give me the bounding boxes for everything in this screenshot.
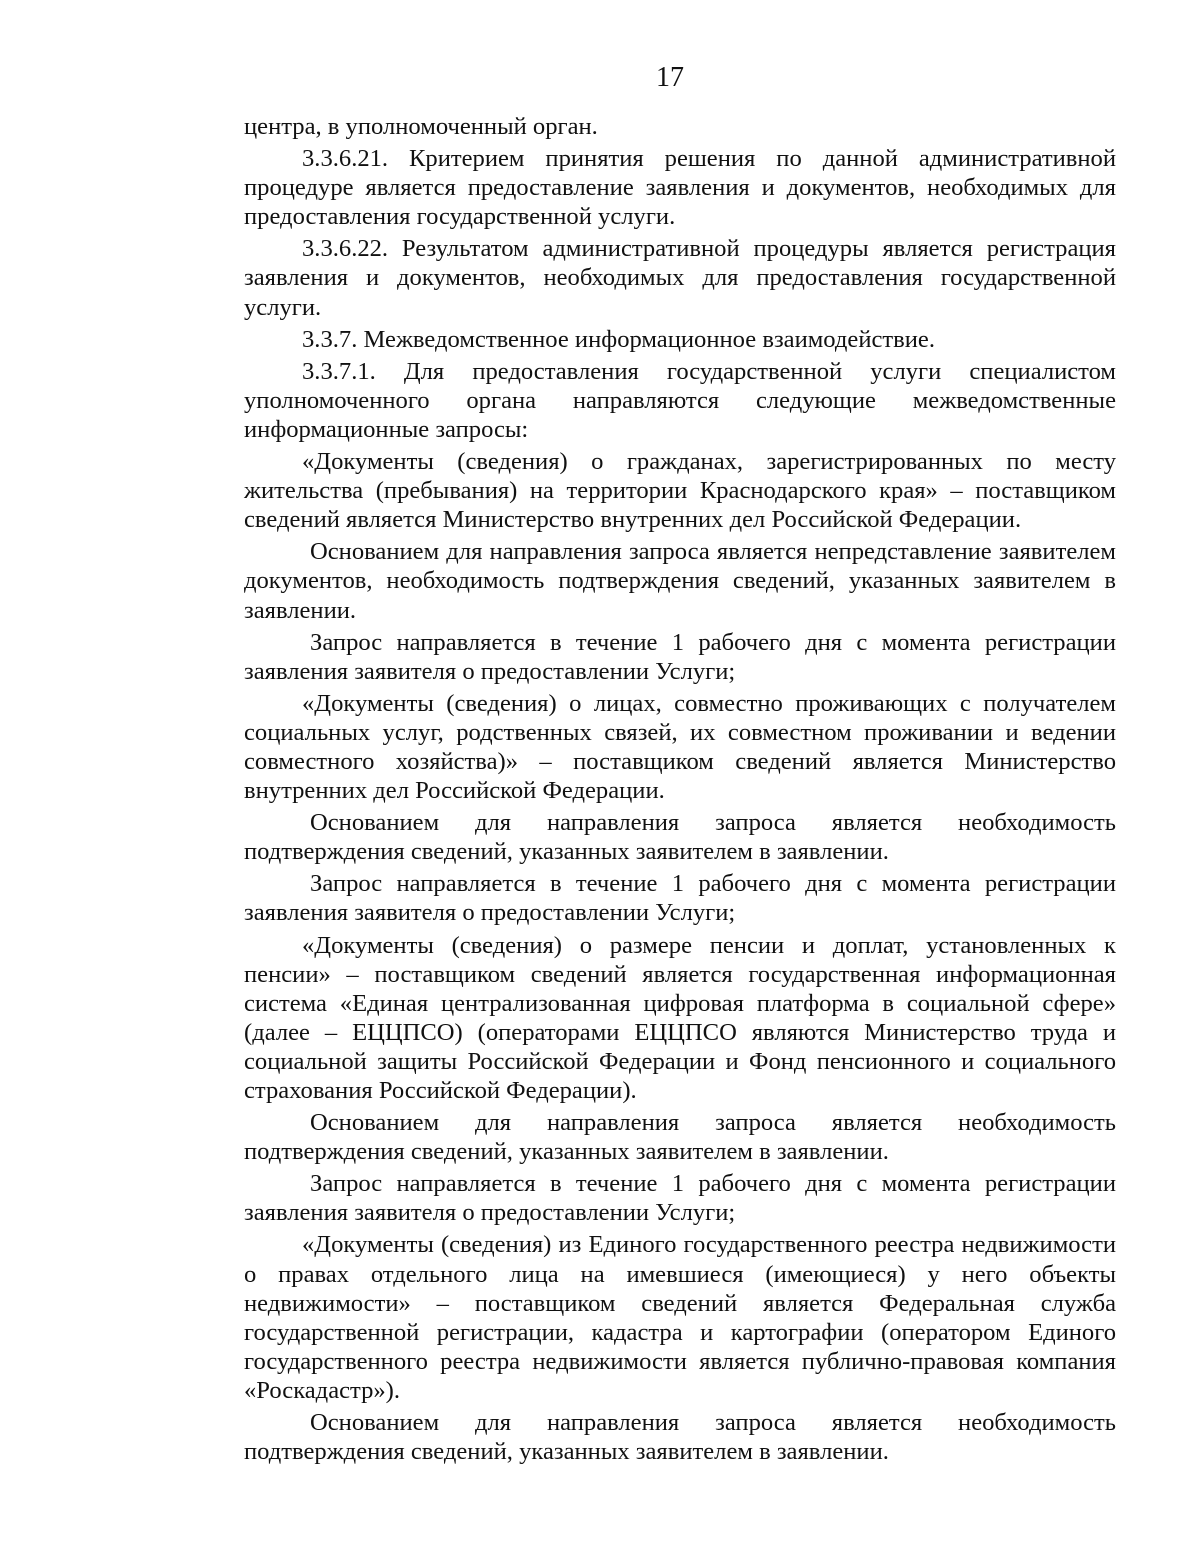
page-number: 17 [656,62,684,93]
paragraph-basis-3: Основанием для направления запроса является необходимость подтверждения сведений, указанных заявителем в заявлении. [244,1109,1116,1166]
document-body [244,112,1116,1469]
paragraph-3-3-7: 3.3.7. Межведомственное информационное взаимодействие. [302,325,935,353]
paragraph-query-pension: «Документы (сведения) о размере пенсии и доплат, установленных к пенсии» – поставщиком сведений является государственная информационная система «Единая централизованная цифровая платформа в социальной сфере» (далее – ЕЦЦПСО) (операторами ЕЦЦПСО являются Министерство труда и социальной защиты Российской Федерации и Фонд пенсионного и социального страхования Российской Федерации). [244,931,1116,1104]
paragraph-basis-4: Основанием для направления запроса является необходимость подтверждения сведений, указанных заявителем в заявлении. [244,1409,1116,1466]
paragraph-3-3-7-1: 3.3.7.1. Для предоставления государственной услуги специалистом уполномоченного органа направляются следующие межведомственные информационные запросы: [244,357,1116,443]
paragraph-deadline-3: Запрос направляется в течение 1 рабочего дня с момента регистрации заявления заявителя о предоставлении Услуги; [244,1170,1116,1227]
paragraph-3-3-6-22: 3.3.6.22. Результатом административной процедуры является регистрация заявления и документов, необходимых для предоставления государственной услуги. [244,235,1116,321]
paragraph-continuation: центра, в уполномоченный орган. [244,113,598,140]
paragraph-3-3-6-21: 3.3.6.21. Критерием принятия решения по данной административной процедуре является предоставление заявления и документов, необходимых для предоставления государственной услуги. [244,145,1116,231]
paragraph-deadline-2: Запрос направляется в течение 1 рабочего дня с момента регистрации заявления заявителя о предоставлении Услуги; [244,870,1116,927]
paragraph-basis-2: Основанием для направления запроса является необходимость подтверждения сведений, указанных заявителем в заявлении. [244,809,1116,866]
paragraph-basis-1: Основанием для направления запроса является непредставление заявителем документов, необходимость подтверждения сведений, указанных заявителем в заявлении. [244,538,1116,624]
paragraph-query-cohabitants: «Документы (сведения) о лицах, совместно проживающих с получателем социальных услуг, родственных связей, их совместном проживании и ведении совместного хозяйства)» – поставщиком сведений является Министерство внутренних дел Российской Федерации. [244,689,1116,805]
paragraph-query-real-estate: «Документы (сведения) из Единого государственного реестра недвижимости о правах отдельного лица на имевшиеся (имеющиеся) у него объекты недвижимости» – поставщиком сведений является Федеральная служба государственной регистрации, кадастра и картографии (оператором Единого государственного реестра недвижимости является публично-правовая компания «Роскадастр»). [244,1231,1116,1404]
paragraph-deadline-1: Запрос направляется в течение 1 рабочего дня с момента регистрации заявления заявителя о предоставлении Услуги; [244,628,1116,685]
paragraph-query-residence: «Документы (сведения) о гражданах, зарегистрированных по месту жительства (пребывания) на территории Краснодарского края» – поставщиком сведений является Министерство внутренних дел Российской Федерации. [244,448,1116,534]
